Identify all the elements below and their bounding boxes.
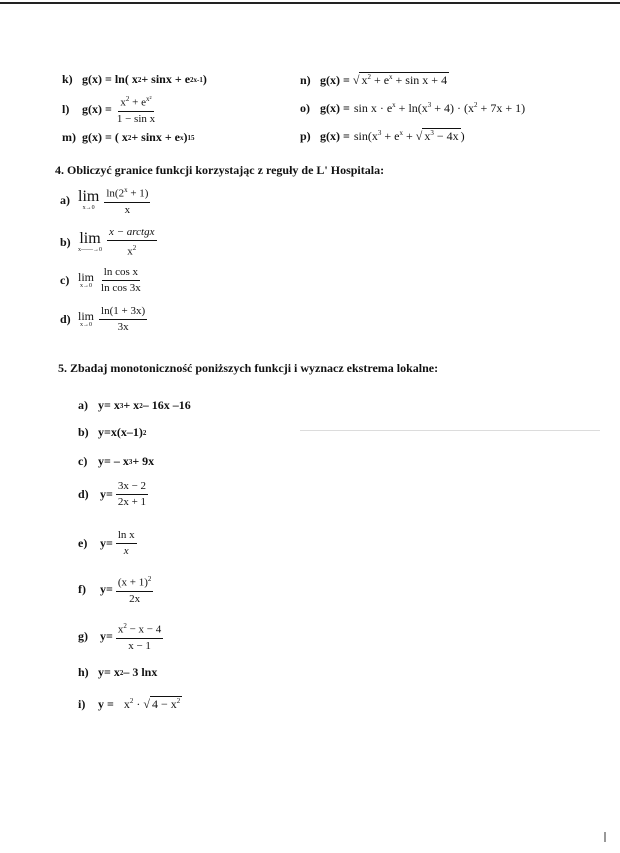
function-c: c) y= – x 3 + 9x bbox=[78, 454, 155, 468]
scan-top-edge bbox=[0, 2, 620, 4]
fraction: $\frac{x^2 - x - 4}{x - 1}$ bbox=[117, 622, 162, 652]
function-b: b) y=x(x–1) 2 bbox=[78, 425, 147, 439]
numerator: ln(1 + 3x) bbox=[99, 305, 147, 320]
expr-part: ) bbox=[183, 130, 188, 144]
expr-part: g(x) = bbox=[320, 72, 350, 87]
function-e: e) y= $\frac{\text{ln x}}{x}$ bbox=[78, 529, 135, 557]
item-label: b) bbox=[78, 425, 89, 439]
limit-operator: lim x→0 bbox=[78, 270, 95, 289]
item-label: b) bbox=[60, 234, 71, 249]
item-label: p) bbox=[300, 129, 311, 143]
item-label: f) bbox=[78, 581, 86, 596]
limit-operator: lim x→0 bbox=[78, 187, 100, 211]
denominator: ln cos 3x bbox=[101, 282, 141, 294]
item-l bbox=[62, 93, 160, 126]
expr-part: g(x) = ( x bbox=[82, 130, 128, 144]
section-5-heading: 5. Zbadaj monotoniczność poniższych funkcji i wyznacz ekstrema lokalne: bbox=[58, 361, 439, 375]
function-d: d) y= $\frac{3x - 2}{2x + 1}$ bbox=[78, 480, 147, 508]
limit-operator: lim x→0 bbox=[78, 309, 95, 328]
item-label: n) bbox=[300, 72, 311, 87]
item-label: a) bbox=[78, 398, 88, 412]
function-g: g) y= $\frac{x^2 - x - 4}{x - 1}$ bbox=[78, 622, 162, 652]
item-label: e) bbox=[78, 536, 88, 550]
section-4-heading: 4. Obliczyć granice funkcji korzystając z reguły de L' Hospitala: bbox=[55, 163, 385, 177]
function-h: h) y= x 2 – 3 lnx bbox=[78, 665, 158, 679]
item-p bbox=[300, 129, 465, 144]
denominator: 1 − sin x bbox=[116, 112, 156, 125]
expr-part: + sinx + e bbox=[141, 72, 191, 86]
numerator: $\ln(2^x + 1)$ bbox=[104, 184, 150, 203]
expr-part: g(x) = bbox=[320, 101, 350, 115]
expression: $\sin(x^3 + e^x$ + √ $x^3 - 4x$ ) bbox=[353, 129, 465, 143]
denominator: 3x bbox=[117, 321, 129, 333]
radicand: $x^2 + e^x + \sin x + 4$ bbox=[361, 73, 448, 87]
scan-artifact-mark bbox=[604, 832, 606, 842]
fraction bbox=[99, 266, 143, 295]
item-label: l) bbox=[62, 101, 70, 116]
item-label: a) bbox=[60, 192, 70, 207]
denominator: $x^2$ bbox=[127, 244, 137, 258]
fraction: $\frac{\text{ln x}}{x}$ bbox=[117, 529, 135, 557]
radical-icon: √ bbox=[352, 72, 360, 87]
expr-part: g(x) = bbox=[320, 129, 350, 143]
function-f: f) y= $\frac{(x + 1)^2}{2x}$ bbox=[78, 575, 152, 605]
item-o bbox=[300, 101, 525, 116]
radical-icon: √ bbox=[415, 129, 423, 143]
exponent: 15 bbox=[187, 133, 195, 142]
item-label: m) bbox=[62, 130, 76, 144]
limit-d bbox=[60, 305, 150, 334]
item-n bbox=[300, 72, 449, 88]
expr-part: ) bbox=[202, 72, 207, 86]
item-label: h) bbox=[78, 665, 89, 679]
exponent: 2 bbox=[137, 75, 142, 84]
radical-icon: √ bbox=[143, 697, 150, 711]
numerator: $x^2 + e^{x^2}$ bbox=[118, 93, 153, 112]
numerator: ln cos x bbox=[102, 266, 140, 281]
fraction bbox=[104, 184, 150, 217]
item-label: d) bbox=[60, 312, 71, 326]
limit-a bbox=[60, 184, 153, 217]
denominator: x bbox=[124, 203, 131, 216]
expression: $\sin x \cdot e^x + \ln(x^3 + 4) \cdot (x^2 + 7x + 1)$ bbox=[353, 101, 526, 115]
item-m bbox=[62, 130, 195, 145]
exponent: x bbox=[180, 133, 184, 142]
limit-c bbox=[60, 266, 146, 295]
exponent: 2x-1 bbox=[190, 75, 203, 84]
item-label: c) bbox=[78, 454, 88, 468]
exponent: 2 bbox=[127, 133, 132, 142]
limit-operator: lim x——→0 bbox=[78, 229, 102, 253]
function-a: a) y= x 3 + x 2 – 16x –16 bbox=[78, 398, 191, 412]
item-label: g) bbox=[78, 628, 88, 643]
item-label: d) bbox=[78, 487, 89, 501]
scan-artifact-line bbox=[300, 430, 600, 431]
limit-b bbox=[60, 226, 160, 259]
expr-part: g(x) = ln( x bbox=[82, 72, 138, 86]
expression: $x^2$ · √ $4 - x^2$ bbox=[123, 697, 181, 711]
fraction bbox=[99, 305, 147, 334]
item-k bbox=[62, 72, 207, 87]
expr-part: g(x) = bbox=[82, 101, 112, 116]
expr-part: + sinx + e bbox=[131, 130, 181, 144]
numerator: x − arctgx bbox=[107, 226, 157, 241]
function-i: i) y = $x^2$ · √ $4 - x^2$ bbox=[78, 697, 181, 711]
fraction: $\frac{(x + 1)^2}{2x}$ bbox=[117, 575, 152, 605]
item-label: i) bbox=[78, 697, 86, 711]
item-label: k) bbox=[62, 72, 73, 86]
fraction bbox=[115, 93, 157, 126]
fraction: $\frac{3x - 2}{2x + 1}$ bbox=[117, 480, 147, 508]
fraction bbox=[107, 226, 157, 259]
item-label: o) bbox=[300, 101, 310, 115]
item-label: c) bbox=[60, 273, 70, 287]
